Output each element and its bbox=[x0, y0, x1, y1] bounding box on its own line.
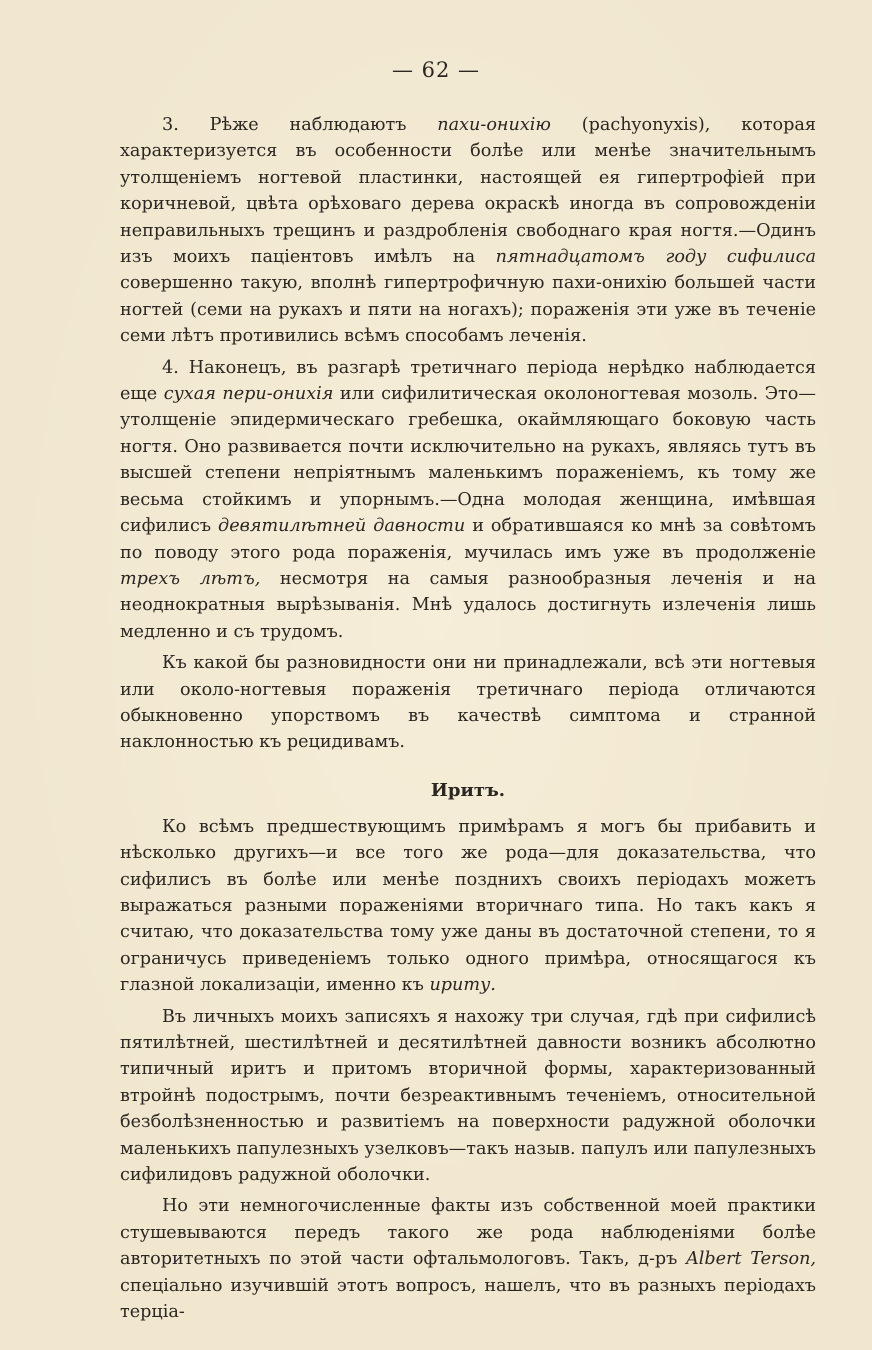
page-body bbox=[120, 112, 816, 1325]
paragraph-terson: Но эти немногочисленные факты изъ собственной моей практики стушевываются передъ такого же рода наблюденіями болѣе авторитетныхъ по этой части офтальмологовъ. Такъ, д-ръ Albert Terson, спеціально изучившій этотъ вопросъ, нашелъ, что въ разныхъ періодахъ терціа- bbox=[120, 1196, 816, 1323]
italic-phrase: Albert Terson, bbox=[686, 1249, 816, 1270]
italic-phrase: ириту. bbox=[429, 975, 496, 996]
italic-phrase: сухая пери-онихія bbox=[163, 384, 334, 405]
italic-phrase: пятнадцатомъ году сифилиса bbox=[495, 247, 816, 268]
page-number: — 62 — bbox=[391, 58, 481, 82]
paragraph-peri-onyxis: 4. Наконецъ, въ разгарѣ третичнаго періода нерѣдко наблюдается еще сухая пери-онихія или сифилитическая околоногтевая мозоль. Это— утолщеніе эпидермическаго гребешка, окаймляющаго боковую часть ногтя. Оно развивается почти исключительно на рукахъ, являясь тутъ въ высшей степени непріятнымъ маленькимъ пораженіемъ, къ тому же весьма стойкимъ и упорнымъ.—Одна молодая женщина, имѣвшая сифилисъ девятилѣтней давности и обратившаяся ко мнѣ за совѣтомъ по поводу этого рода пораженія, мучилась имъ уже въ продолженіе трехъ лѣтъ, несмотря на самыя разнообразныя леченія и на неоднократныя вырѣзыванія. Мнѣ удалось достигнуть излеченія лишь медленно и съ трудомъ. bbox=[120, 357, 816, 642]
section-heading-iritis: Иритъ. bbox=[430, 779, 506, 801]
paragraph-iritis-intro: Ко всѣмъ предшествующимъ примѣрамъ я могъ бы прибавить и нѣсколько другихъ—и все того же рода—для доказательства, что сифилисъ въ болѣе или менѣе позднихъ своихъ періодахъ можетъ выражаться разными пораженіями вторичнаго типа. Но такъ какъ я считаю, что доказательства тому уже даны въ достаточной степени, то я ограничусь приведеніемъ только одного примѣра, относящагося къ глазной локализаціи, именно къ ириту. bbox=[120, 816, 816, 996]
italic-phrase: пахи-онихію bbox=[437, 115, 551, 135]
italic-phrase: девятилѣтней давности bbox=[218, 516, 466, 537]
italic-phrase: трехъ лѣтъ, bbox=[120, 568, 261, 589]
paragraph-nail-lesions-summary: Къ какой бы разновидности они ни принадлежали, всѣ эти ногтевыя или около-ногтевыя пораженія третичнаго періода отличаются обыкновенно упорствомъ въ качествѣ симптома и странной наклонностью къ рецидивамъ. bbox=[120, 653, 816, 753]
paragraph-personal-cases: Въ личныхъ моихъ записяхъ я нахожу три случая, гдѣ при сифилисѣ пятилѣтней, шестилѣтней и десятилѣтней давности возникъ абсолютно типичный иритъ и притомъ вторичной формы, характеризованный втройнѣ подострымъ, почти безреактивнымъ теченіемъ, относительной безболѣзненностью и развитіемъ на поверхности радужной оболочки маленькихъ папулезныхъ узелковъ—такъ назыв. папулъ или папулезныхъ сифилидовъ радужной оболочки. bbox=[120, 1006, 816, 1186]
paragraph-pachyonyxis: 3. Рѣже наблюдаютъ пахи-онихію (pachyonyxis), которая характеризуется въ особенности болѣе или менѣе значительнымъ утолщеніемъ ногтевой пластинки, настоящей ея гипертрофіей при коричневой, цвѣта орѣховаго дерева окраскѣ иногда въ сопровожденіи неправильныхъ трещинъ и раздробленія свободнаго края ногтя.—Одинъ изъ моихъ паціентовъ имѣлъ на пятнадцатомъ году сифилиса совершенно такую, вполнѣ гипертрофичную пахи-онихію большей части ногтей (семи на рукахъ и пяти на ногахъ); пораженія эти уже въ теченіе семи лѣтъ противились всѣмъ способамъ леченія. bbox=[120, 115, 816, 347]
